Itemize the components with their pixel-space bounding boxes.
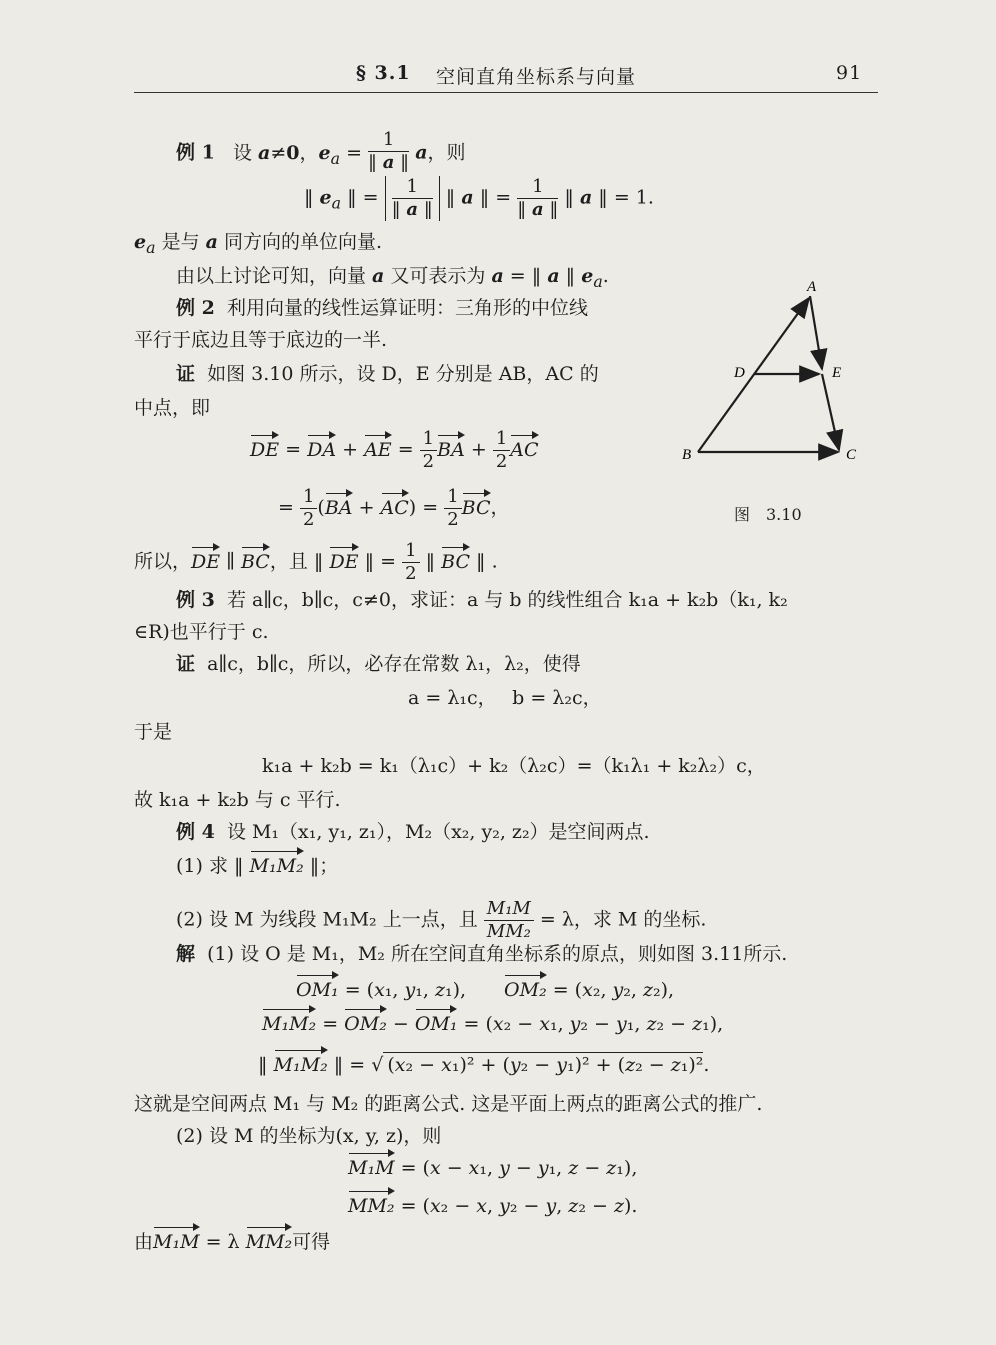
vector-EC	[822, 374, 839, 450]
example-3-conclusion: 故 k₁a + k₂b 与 c 平行.	[134, 789, 341, 811]
solution-part-2: (2) 设 M 的坐标为(x, y, z)，则	[176, 1125, 442, 1147]
example-2-equation-2: = $\frac{1}{2}$ (BA + AC) = $\frac{1}{2}$ BC，	[278, 486, 510, 530]
section-number: § 3.1	[356, 62, 411, 84]
vector-AE	[810, 296, 822, 369]
solution-line-1: 解 (1) 设 O 是 M₁，M₂ 所在空间直角坐标系的原点，则如图 3.11所示.	[176, 943, 788, 965]
example-3-line-2: ∈R)也平行于 c.	[134, 621, 269, 643]
example-3-proof-line: 证 a∥c，b∥c，所以，必存在常数 λ₁，λ₂，使得	[176, 653, 581, 675]
example-4-question-1: (1) 求 ‖ M₁M₂ ‖；	[176, 855, 339, 877]
example-3-thus: 于是	[134, 721, 173, 743]
triangle-figure	[676, 278, 866, 478]
example-4-question-2: (2) 设 M 为线段 M₁M₂ 上一点，且 $\frac{\text{M₁M}}{\text{MM₂}}$ = λ，求 M 的坐标.	[176, 898, 707, 942]
page-number: 91	[836, 62, 863, 84]
solution-equation-OM: OM₁ = (x₁, y₁, z₁), OM₂ = (x₂, y₂, z₂),	[296, 979, 675, 1001]
label-B: B	[682, 447, 692, 463]
example-3-equation-2: k₁a + k₂b = k₁（λ₁c）+ k₂（λ₂c）=（k₁λ₁ + k₂λ₂）c，	[262, 755, 766, 777]
unit-vector-sentence: $e_a$ 是与 a 同方向的单位向量.	[134, 231, 383, 257]
example-2-heading: 例 2 利用向量的线性运算证明：三角形的中位线	[176, 297, 588, 319]
example-1-heading: 例 1 设 a≠0，$e_a$ = $\frac{1}{‖ a ‖}$ a，则	[176, 129, 466, 173]
example-1-equation: ‖ $e_a$ ‖ = $\frac{1}{‖ a ‖}$ ‖ a ‖ = $\frac{1}{‖ a ‖}$ ‖ a ‖ = 1.	[304, 176, 654, 220]
figure-caption: 图 3.10	[734, 505, 802, 524]
solution-distance-formula: ‖ M₁M₂ ‖ = √ (x₂ − x₁)² + (y₂ − y₁)² + (z₂ − z₁)².	[258, 1054, 710, 1076]
example-2-equation-1: DE = DA + AE = $\frac{1}{2}$ BA + $\frac{1}{2}$ AC	[250, 428, 539, 472]
example-3-heading: 例 3 若 a∥c，b∥c，c≠0，求证：a 与 b 的线性组合 k₁a + k₂b（k₁, k₂	[176, 589, 788, 611]
solution-equation-MM2: MM₂ = (x₂ − x, y₂ − y, z₂ − z).	[348, 1195, 638, 1217]
solution-equation-M1M2: M₁M₂ = OM₂ − OM₁ = (x₂ − x₁, y₂ − y₁, z₂ − z₁),	[262, 1013, 724, 1035]
header-rule	[134, 92, 878, 93]
label-C: C	[846, 447, 857, 463]
example-4-heading: 例 4 设 M₁（x₁, y₁, z₁），M₂（x₂, y₂, z₂）是空间两点.	[176, 821, 650, 843]
example-2-proof-line-2: 中点，即	[134, 397, 211, 419]
label-E: E	[832, 365, 842, 381]
solution-last-line: 由M₁M = λ MM₂可得	[134, 1231, 331, 1253]
label-A: A	[807, 279, 817, 295]
example-2-conclusion: 所以，DE ∥ BC，且 ‖ DE ‖ = $\frac{1}{2}$ ‖ BC ‖ .	[134, 540, 498, 584]
solution-equation-M1M: M₁M = (x − x₁, y − y₁, z − z₁),	[348, 1157, 638, 1179]
distance-note: 这就是空间两点 M₁ 与 M₂ 的距离公式. 这是平面上两点的距离公式的推广.	[134, 1093, 763, 1115]
label-D: D	[734, 365, 745, 381]
example-3-equation-1: a = λ₁c， b = λ₂c，	[408, 687, 602, 709]
example-2-proof-line-1: 证 如图 3.10 所示，设 D，E 分别是 AB，AC 的	[176, 363, 599, 385]
example-2-line-2: 平行于底边且等于底边的一半.	[134, 329, 388, 351]
section-title: 空间直角坐标系与向量	[436, 66, 637, 88]
discussion-line: 由以上讨论可知，向量 a 又可表示为 a = ‖ a ‖ $e_a$.	[176, 265, 609, 291]
